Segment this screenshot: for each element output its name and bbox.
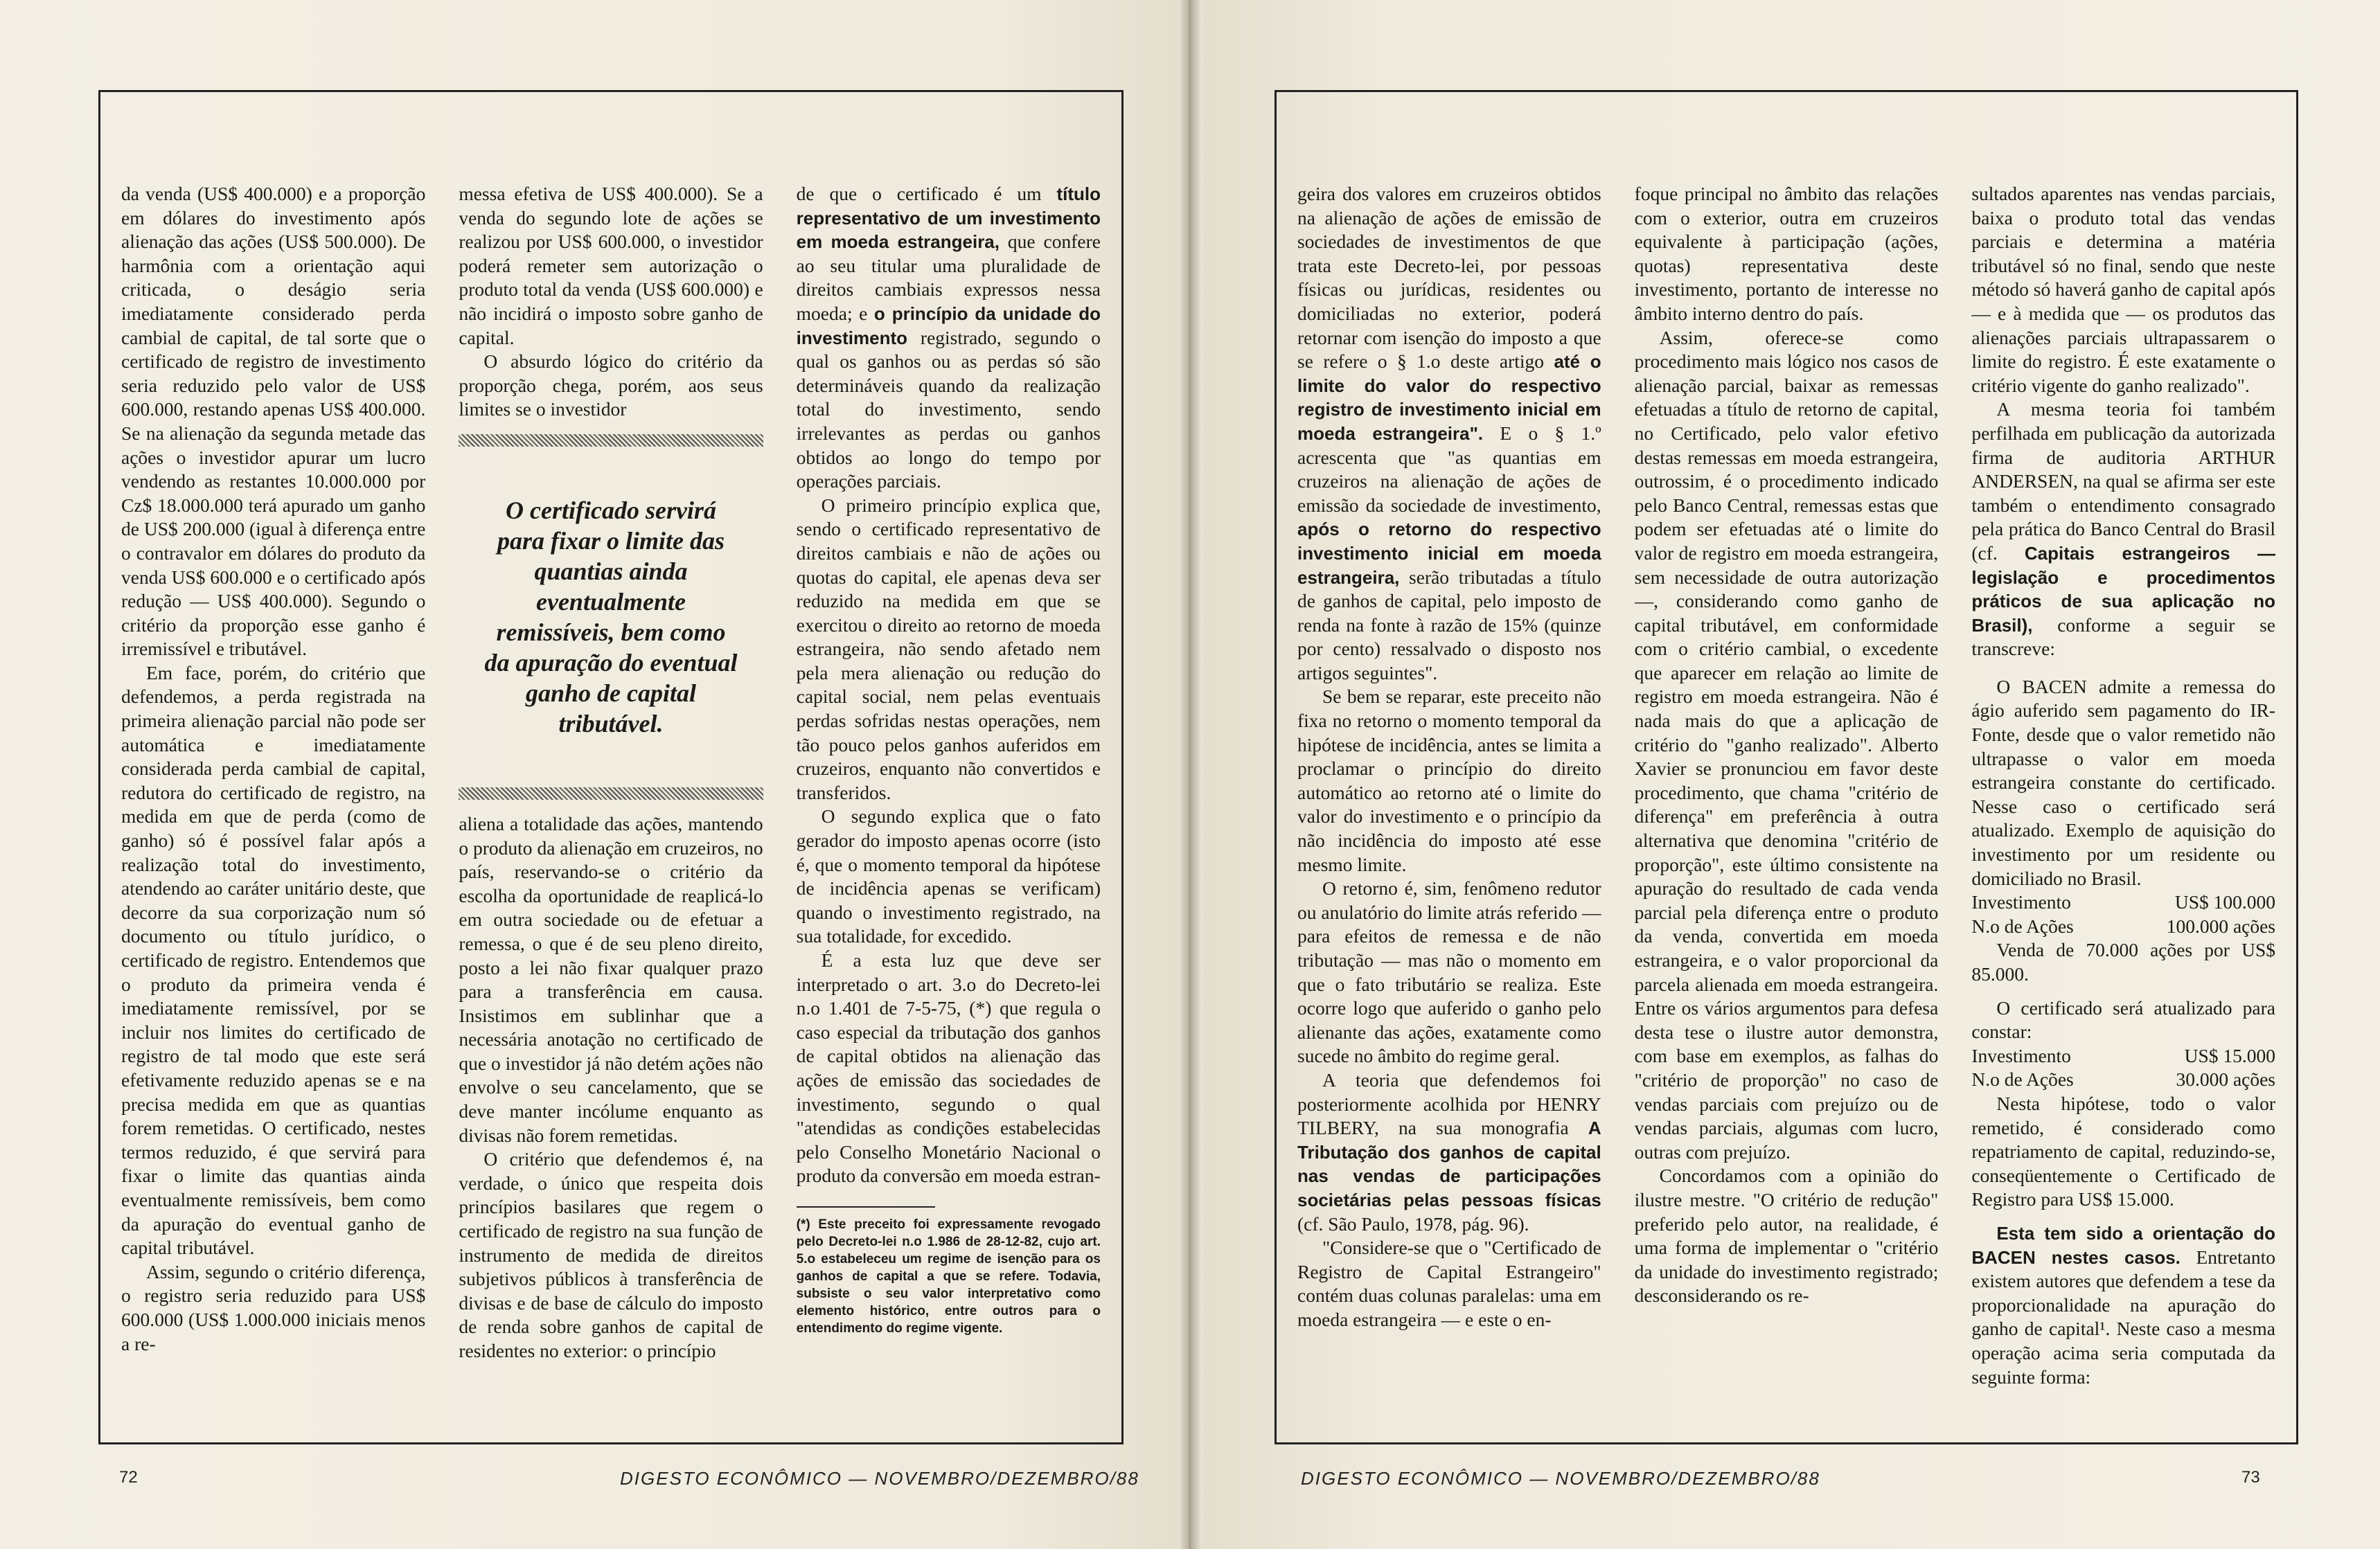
bold-phrase: o princípio da unidade do investimento (796, 303, 1101, 348)
right-page-frame (1275, 90, 2298, 1444)
paragraph: O primeiro princípio explica que, sendo o certificado representativo de direitos cambiais e não de ações ou quotas do capital, ele apenas deva ser reduzido na medida em que se exercitou o direito ao retorno de moeda estrangeira, não sendo afetado nem pela mera alienação ou redução do capital social, nem pelas eventuais perdas sofridas nestas operações, nem tão pouco pelos ganhos auferidos em cruzeiros, enquanto não convertidos e transferidos. (796, 494, 1101, 803)
book-gutter (1178, 0, 1202, 1549)
paragraph: aliena a totalidade das ações, mantendo o produto da alienação em cruzeiros, no país, reservando-se o critério da escolha da oportunidade de reaplicá-lo em outra sociedade ou de efetuar a remessa, o que é de seu pleno direito, posto a lei não fixar qualquer prazo para a transferência em causa. Insistimos em sublinhar que a necessária anotação no certificado de que o investidor já não detém ações não envolve o seu cancelamento, que se deve manter incólume enquanto as divisas não forem remetidas. (459, 812, 763, 1146)
paragraph: sultados aparentes nas vendas parciais, baixa o produto total das vendas parciais e determina a matéria tributável só no final, sendo que neste método só haverá ganho de capital após — e à medida que — os produtos das alienações parciais ultrapassarem o limite do registro. É este exatamente o critério vigente do ganho realizado". (1971, 183, 2276, 396)
left-column-1 (121, 182, 425, 1429)
page-number-left: 72 (119, 1468, 138, 1487)
text-run: (cf. São Paulo, 1978, pág. 96). (1297, 1212, 1529, 1235)
table-row (1971, 915, 2275, 939)
table-value: US$ 100.000 (2174, 891, 2276, 913)
bold-phrase: A Tributação dos ganhos de capital nas vendas de participações societárias pelas pessoas físicas (1297, 1118, 1601, 1210)
pull-quote-rule-bottom (459, 787, 763, 800)
bold-phrase: após o retorno do respectivo investimento inicial em moeda estrangeira, (1297, 519, 1601, 588)
right-page-columns (1297, 182, 2275, 1429)
text-run: serão tributadas a título de ganhos de capital, pelo imposto de renda na fonte à razão de 15% (quinze por cento) ressalvado o disposto nos artigos seguintes". (1297, 566, 1601, 683)
page-number-right: 73 (2241, 1468, 2260, 1487)
left-column-3 (797, 182, 1101, 1429)
paragraph: O critério que defendemos é, na verdade, o único que respeita dois princípios basilares que regem o certificado de registro na sua função de instrumento de medida de direitos subjetivos públicos à transferência de divisas e de base de cálculo do imposto de renda sobre ganhos de capital de residentes no exterior: o princípio (459, 1148, 763, 1361)
paragraph: O retorno é, sim, fenômeno redutor ou anulatório do limite atrás referido — para efeitos de remessa e de não tributação — mas não o momento em que o fato tributário se realiza. Este ocorre logo que auferido o ganho pelo alienante das ações, exatamente como sucede no âmbito do regime geral. (1297, 877, 1601, 1067)
paragraph (1971, 1221, 2275, 1389)
paragraph: É a esta luz que deve ser interpretado o art. 3.o do Decreto-lei n.o 1.401 de 7-5-75, (*) que regula o caso especial da tributação dos ganhos de capital obtidos na alienação das ações de emissão das sociedades de investimento, segundo o qual "atendidas as condições estabelecidas pelo Conselho Monetário Nacional o produto da conversão em moeda estran- (796, 949, 1101, 1187)
text-run: registrado, segundo o qual os ganhos ou as perdas só são determináveis quando da realização total do investimento, sendo irrelevantes as perdas ou ganhos obtidos ao longo do tempo por operações parciais. (796, 326, 1101, 492)
text-run: que confere ao seu titular uma pluralidade de direitos cambiais expressos nessa moeda; e (796, 231, 1101, 324)
table-label: N.o de Ações (1971, 1068, 2074, 1091)
table-row (1971, 1068, 2275, 1092)
left-column-2 (459, 182, 763, 1429)
paragraph: O segundo explica que o fato gerador do imposto apenas ocorre (isto é, que o momento temporal da hipótese de incidência apenas se verificam) quando o investimento registrado, na sua totalidade, for excedido. (796, 805, 1101, 947)
table-label: Investimento (1971, 891, 2071, 913)
table-value: US$ 15.000 (2184, 1044, 2276, 1066)
footnote (797, 1206, 1101, 1337)
paragraph: Assim, segundo o critério diferença, o registro seria reduzido para US$ 600.000 (US$ 1.000.000 iniciais menos a re- (121, 1260, 426, 1354)
pull-quote-text: O certificado servirá para fixar o limite das quantias ainda eventualmente remissíveis, bem como da apuração do eventual ganho de capital tributável. (484, 496, 738, 737)
text-run: de que o certificado é um (796, 183, 1057, 204)
text-run: Entretanto existem autores que defendem a tese da proporcionalidade na apuração do ganho de capital¹. Neste caso a mesma operação acima seria computada da seguinte forma: (1971, 1246, 2276, 1388)
paragraph: O certificado será atualizado para constar: (1971, 996, 2276, 1043)
paragraph: Se bem se reparar, este preceito não fixa no retorno o momento temporal da hipótese de incidência, antes se limita a proclamar o princípio do direito automático ao retorno até o limite do valor do investimento e o princípio da não incidência do imposto até esse mesmo limite. (1297, 686, 1601, 875)
paragraph: foque principal no âmbito das relações com o exterior, outra em cruzeiros equivalente à participação (ações, quotas) representativa deste investimento, portanto de interesse no âmbito interno dentro do país. (1634, 183, 1939, 324)
text-run: A mesma teoria foi também perfilhada em publicação da autorizada firma de auditoria ARTHUR ANDERSEN, na qual se afirma ser este também o entendimento consagrado pela prática do Banco Central do Brasil (cf. (1971, 398, 2276, 564)
footnote-rule (797, 1206, 935, 1208)
text-run: A teoria que defendemos foi posteriormente acolhida por HENRY TILBERY, na sua monografia (1297, 1068, 1601, 1139)
table-label: N.o de Ações (1971, 915, 2074, 937)
right-page (1202, 0, 2380, 1549)
text-run: E o § 1.º acrescenta que "as quantias em cruzeiros na alienação de ações de emissão da sociedade de investimento, (1297, 422, 1601, 516)
paragraph: "Considere-se que o "Certificado de Registro de Capital Estrangeiro" contém duas colunas paralelas: uma em moeda estrangeira — e este o en- (1297, 1237, 1601, 1330)
table-value: 30.000 ações (2176, 1068, 2276, 1091)
paragraph: Em face, porém, do critério que defendemos, a perda registrada na primeira alienação parcial não pode ser automática e imediatamente considerada perda cambial de capital, redutora do certificado de registro, na medida em que de perda (como de ganho) só é possível falar após a realização total do investimento, atendendo ao caráter unitário deste, que decorre da sua corporização num só documento ou título jurídico, o certificado de registro. Entendemos que o produto da primeira venda é imediatamente remissível, por se incluir nos limites do certificado de registro de tal modo que este será efetivamente reduzido apenas se e na precisa medida em que as quantias forem remetidas. O certificado, nestes termos reduzido, é que servirá para fixar o limite das quantias ainda eventualmente remissíveis, bem como da apuração do eventual ganho de capital tributável. (121, 661, 426, 1259)
table-value: 100.000 ações (2166, 915, 2276, 937)
pull-quote (459, 434, 763, 800)
right-column-3 (1971, 182, 2275, 1429)
text-run: conforme a seguir se transcreve: (1971, 614, 2276, 660)
paragraph: Assim, oferece-se como procedimento mais lógico nos casos de alienação parcial, baixar as remessas efetuadas a título de retorno de capital, no Certificado, pelo valor efetivo destas remessas em moeda estrangeira, outrossim, é o procedimento indicado pelo Banco Central, remessas estas que podem ser efetuadas até o limite do valor de registro em moeda estrangeira, sem necessidade de outra autorização —, considerando como ganho de capital tributável, em conformidade com o critério cambial, o excedente que aparecer em relação ao limite de registro em moeda estrangeira. Não é nada mais do que a aplicação de critério do "ganho realizado". Alberto Xavier se pronunciou em favor deste procedimento, que chama "critério de diferença" em preferência à outra alternativa que denomina "critério de proporção", este último consistente na apuração do resultado de cada venda parcial pela diferença entre o produto da venda, convertida em moeda estrangeira, e o valor proporcional da parcela alienada em moeda estrangeira. Entre os vários argumentos para defesa desta tese o ilustre autor demonstra, com base em exemplos, as falhas do "critério de proporção" no caso de vendas parciais com prejuízo ou de vendas parciais, algumas com lucro, outras com prejuízo. (1634, 326, 1939, 1163)
right-column-2 (1635, 182, 1939, 1429)
bold-phrase: até o limite do valor do respectivo registro de investimento inicial em moeda estrangeira". (1297, 351, 1601, 444)
table-label: Investimento (1971, 1044, 2071, 1066)
paragraph: Venda de 70.000 ações por US$ 85.000. (1971, 939, 2276, 985)
table-row (1971, 890, 2275, 915)
footer-right: DIGESTO ECONÔMICO — NOVEMBRO/DEZEMBRO/88 (1301, 1468, 1820, 1489)
paragraph: messa efetiva de US$ 400.000). Se a venda do segundo lote de ações se realizou por US$ 600.000, o investidor poderá remeter sem autorização o produto total da venda (US$ 600.000) e não incidirá o imposto sobre ganho de capital. (459, 183, 763, 348)
footer-left: DIGESTO ECONÔMICO — NOVEMBRO/DEZEMBRO/88 (620, 1468, 1139, 1489)
paragraph: da venda (US$ 400.000) e a proporção em dólares do investimento após alienação das ações (US$ 500.000). De harmônia com a orientação aqui criticada, o deságio seria imediatamente considerado perda cambial de capital, de tal sorte que o certificado de registro de investimento seria reduzido pelo valor de US$ 600.000, restando apenas US$ 400.000. Se na alienação da segunda metade das ações o investidor apurar um lucro vendendo as restantes 10.000.000 por Cz$ 18.000.000 terá apurado um ganho de US$ 200.000 (igual à diferença entre o contravalor em dólares do produto da venda US$ 600.000 e o certificado após redução — US$ 400.000). Segundo o critério da proporção esse ganho é irremissível e tributável. (121, 183, 426, 660)
bold-phrase: Capitais estrangeiros — legislação e procedimentos práticos de sua aplicação no Brasil), (1971, 542, 2276, 636)
text-run: geira dos valores em cruzeiros obtidos na alienação de ações de emissão de sociedades de investimentos de que trata este Decreto-lei, por pessoas físicas ou jurídicas, residentes ou domiciliadas no exterior, poderá retornar com isenção do imposto a que se refere o § 1.o deste artigo (1297, 183, 1601, 373)
paragraph: O absurdo lógico do critério da proporção chega, porém, aos seus limites se o investidor (459, 350, 763, 420)
paragraph: O BACEN admite a remessa do ágio auferido sem pagamento do IR-Fonte, desde que o valor remetido não ultrapasse o valor em moeda estrangeira constante do certificado. Nesse caso o certificado será atualizado. Exemplo de aquisição do investimento por um residente ou domiciliado no Brasil. (1971, 675, 2276, 889)
paragraph (797, 182, 1101, 494)
bold-phrase: título representativo de um investimento em moeda estrangeira, (796, 183, 1101, 253)
paragraph (1297, 182, 1601, 685)
left-page-columns (121, 182, 1101, 1429)
footnote-text: (*) Este preceito foi expressamente revogado pelo Decreto-lei n.o 1.986 de 28-12-82, cujo art. 5.o estabeleceu um regime de isenção para os ganhos de capital a que se refere. Todavia, subsiste o seu valor interpretativo como elemento histórico, entre outros para o entendimento do regime vigente. (796, 1217, 1101, 1336)
left-page-frame (98, 90, 1124, 1444)
paragraph: Concordamos com a opinião do ilustre mestre. "O critério de redução" preferido pelo autor, na realidade, é uma forma de implementar o "critério da unidade do investimento registrado; desconsiderando os re- (1634, 1165, 1939, 1307)
paragraph: Nesta hipótese, todo o valor remetido, é considerado como repatriamento de capital, reduzindo-se, conseqüentemente o Certificado de Registro para US$ 15.000. (1971, 1092, 2276, 1210)
table-row (1971, 1044, 2275, 1068)
pull-quote-rule-top (459, 434, 763, 447)
bold-phrase: Esta tem sido a orientação do BACEN nestes casos. (1971, 1222, 2276, 1268)
paragraph (1971, 397, 2275, 661)
paragraph (1297, 1068, 1601, 1236)
left-page (0, 0, 1178, 1549)
right-column-1 (1297, 182, 1601, 1429)
